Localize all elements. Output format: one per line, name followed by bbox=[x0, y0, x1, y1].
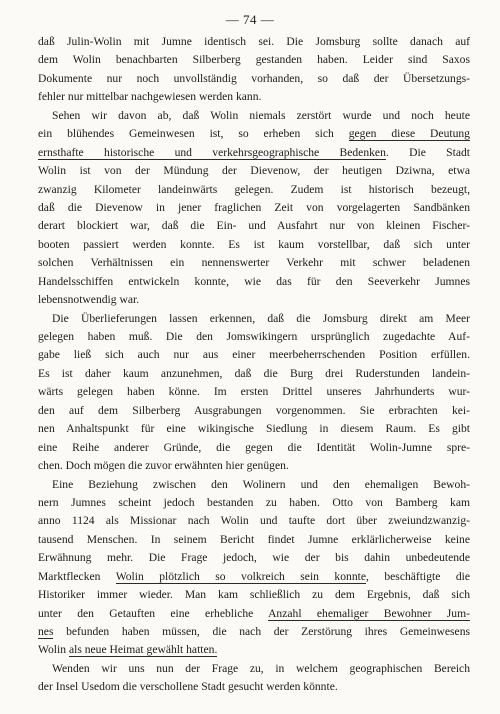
text-line: chen. Doch mögen die zuvor erwähnten hier genügen. bbox=[38, 459, 289, 473]
text-line: ernsthafte historische und verkehrsgeographische Bedenken. Die Stadt bbox=[38, 145, 470, 159]
text-line: zwanzig Kilometer landeinwärts gelegen. Zudem ist historisch bezeugt, bbox=[38, 182, 470, 196]
text-line: Dokumente nur noch unvollständig vorhanden, so daß der Übersetzungs- bbox=[38, 71, 470, 85]
text-line: fehler nur mittelbar nachgewiesen werden kann. bbox=[38, 90, 262, 104]
paragraph bbox=[38, 33, 470, 107]
paragraph bbox=[38, 660, 470, 697]
text-line: derart blockiert war, daß die Ein- und Ausfahrt nur von kleinen Fischer- bbox=[38, 219, 470, 233]
paragraph bbox=[38, 310, 470, 476]
page-number: — 74 — bbox=[225, 12, 275, 27]
text-line: Eine Beziehung zwischen den Wolinern und den ehemaligen Bewoh- bbox=[52, 477, 470, 491]
text-line: unter den Getauften eine erhebliche Anzahl ehemaliger Bewohner Jum- bbox=[38, 606, 470, 620]
text-line: Sehen wir davon ab, daß Wolin niemals zerstört wurde und noch heute bbox=[52, 108, 470, 122]
text-line: Wolin ist von der Mündung der Dievenow, der heutigen Dziwna, etwa bbox=[38, 164, 470, 178]
text-line: eine Reihe anderer Gründe, die gegen die Identität Wolin-Jumne spre- bbox=[38, 440, 470, 454]
text-line: anno 1124 als Missionar nach Wolin und taufte dort über zweiundzwanzig- bbox=[38, 514, 470, 528]
paragraph bbox=[38, 476, 470, 660]
paragraph bbox=[38, 107, 470, 310]
text-line: gelegen haben muß. Die den Jomswikingern ursprünglich zugedachte Auf- bbox=[38, 330, 470, 343]
text-line: Die Überlieferungen lassen erkennen, daß die Jomsburg direkt am Meer bbox=[52, 311, 470, 325]
text-line: nen Anhaltspunkt für eine wikingische Siedlung in diesem Raum. Es gibt bbox=[38, 422, 470, 436]
text-line: gabe ließ sich auch nur aus einer meerbeherrschenden Position erfüllen. bbox=[38, 348, 470, 362]
text-line: nes befunden haben müssen, die nach der Zerstörung ihres Gemeinwesens bbox=[38, 625, 470, 638]
text-line: der Insel Usedom die verschollene Stadt gesucht werden könnte. bbox=[38, 680, 338, 694]
text-line: tausend Menschen. In seinem Bericht findet Jumne erklärlicherweise keine bbox=[38, 532, 470, 546]
text-line: ein blühendes Gemeinwesen ist, so erheben sich gegen diese Deutung bbox=[38, 127, 470, 141]
text-line: booten passiert werden konnte. Es ist kaum vorstellbar, daß sich unter bbox=[38, 237, 470, 251]
text-line: Historiker immer wieder. Man kam schließlich zu dem Ergebnis, daß sich bbox=[38, 588, 470, 602]
text-line: daß Julin-Wolin mit Jumne identisch sei. Die Jomsburg sollte danach auf bbox=[38, 35, 470, 48]
text-line: lebensnotwendig war. bbox=[38, 293, 140, 307]
text-line: daß die Dievenow in jener fraglichen Zeit von vorgelagerten Sandbänken bbox=[38, 200, 470, 214]
text-line: nern Jumnes scheint jedoch bestanden zu haben. Otto von Bamberg kam bbox=[38, 495, 470, 509]
body-text bbox=[38, 33, 470, 697]
text-line: den auf dem Silberberg Ausgrabungen vorgenommen. Sie erbrachten kei- bbox=[38, 403, 470, 417]
text-line: Wolin als neue Heimat gewählt hatten. bbox=[38, 643, 218, 657]
text-line: Marktflecken Wolin plötzlich so volkreich sein konnte, beschäftigte die bbox=[38, 569, 471, 583]
text-line: wärts gelegen haben könne. Im ersten Drittel unseres Jahrhunderts wur- bbox=[38, 385, 470, 399]
text-line: Es ist daher kaum anzunehmen, daß die Burg drei Ruderstunden landein- bbox=[38, 366, 470, 380]
text-line: dem Wolin benachbarten Silberberg gestanden haben. Leider sind Saxos bbox=[38, 53, 470, 67]
text-line: Erwähnung mehr. Die Frage jedoch, wie der bis dahin unbedeutende bbox=[38, 551, 470, 565]
text-line: solchen Verhältnissen ein nennenswerter Verkehr mit schwer beladenen bbox=[38, 256, 470, 270]
text-line: Wenden wir uns nun der Frage zu, in welchem geographischen Bereich bbox=[52, 661, 470, 675]
text-line: Handelsschiffen entwickeln konnte, wie das für den Seeverkehr Jumnes bbox=[38, 274, 470, 288]
